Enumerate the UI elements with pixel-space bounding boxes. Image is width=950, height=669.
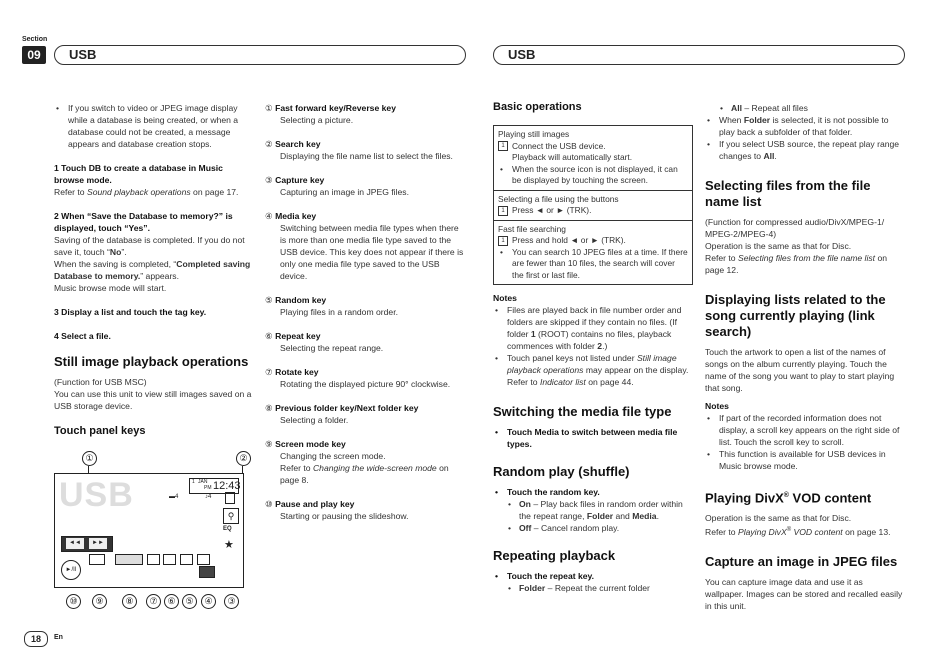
callout-2: ②: [236, 451, 251, 466]
repeat-all: • All – Repeat all files: [719, 102, 903, 114]
still-image-text-2: You can use this unit to view still images saved on a USB storage device.: [54, 389, 252, 411]
screen-frame: [54, 473, 244, 588]
column-2: [265, 102, 465, 522]
switching-heading: Switching the media file type: [493, 404, 672, 419]
table-row: Playing still images 1 Connect the USB device. Playback will automatically start. • When the source icon is not displayed, it can be displayed by touching the screen.: [494, 126, 692, 191]
switching-step: • Touch Media to switch between media file types.: [493, 426, 693, 450]
note-link-2: • This function is available for USB devices in Music browse mode.: [705, 448, 903, 472]
note-1: • Files are played back in file number order and folders are skipped if they contain no files. (If folder 1 (ROOT) contains no files, playback commences with folder 2.): [493, 304, 693, 352]
step-1-ref: Refer to Sound playback operations on page 17.: [54, 187, 239, 197]
header-right: [493, 45, 905, 65]
notes-heading: Notes: [493, 293, 517, 303]
key-item-9: ⑨ Screen mode key Changing the screen mode. Refer to Changing the wide-screen mode on page 8.: [265, 439, 449, 485]
step-2-text-1: Saving of the database is completed. If you do not save it, touch “No”.: [54, 235, 245, 257]
capture-key[interactable]: [199, 566, 215, 578]
capture-text: You can capture image data and use it as wallpaper. Images can be stored and recalled easily in this unit.: [705, 577, 903, 612]
callout-6: ⑥: [164, 594, 179, 609]
reverse-icon: ◄◄: [66, 538, 84, 549]
folder-key[interactable]: [115, 554, 143, 565]
clock-box: 1 JAN PM 12:43: [189, 478, 239, 494]
count-b: ♪4: [205, 494, 212, 500]
pause-play-key[interactable]: [61, 560, 81, 580]
column-3-lower: [493, 292, 693, 594]
divx-ref: Refer to Playing DivX® VOD content on page 13.: [705, 527, 891, 538]
callout-9: ⑨: [92, 594, 107, 609]
step-3-title: 3 Display a list and touch the tag key.: [54, 307, 207, 317]
favorite-star-icon: ★: [224, 539, 234, 551]
repeat-folder: • Folder – Repeat the current folder: [507, 582, 693, 594]
play-pause-icon: ►/II: [65, 567, 77, 573]
search-key[interactable]: [223, 508, 239, 524]
callout-10: ⑩: [66, 594, 81, 609]
table-row: Fast file searching 1 Press and hold ◄ or ► (TRK). • You can search 10 JPEG files at a time. If there are fewer than 10 files, the search will cover the first or last file.: [494, 221, 692, 285]
column-4: [705, 102, 903, 612]
callout-7: ⑦: [146, 594, 161, 609]
media-key[interactable]: [197, 554, 210, 565]
forward-icon: ►►: [89, 538, 107, 549]
key-item-2: ② Search key Displaying the file name list to select the files.: [265, 139, 453, 161]
clock-time: 12:43: [213, 480, 241, 492]
intro-bullet: • If you switch to video or JPEG image display while a database is being created, or when a database could not be created, a message appears and database creation stops.: [54, 102, 252, 150]
table-row: Selecting a file using the buttons 1 Press ◄ or ► (TRK).: [494, 191, 692, 221]
still-image-text-1: (Function for USB MSC): [54, 377, 147, 387]
key-item-4: ④ Media key Switching between media file types when there is more than one media file type saved to the USB device. This key does not appear if there is only one media file type saved to the USB device.: [265, 211, 464, 281]
random-key[interactable]: [180, 554, 193, 565]
header-right-title: USB: [508, 47, 536, 62]
key-item-3: ③ Capture key Capturing an image in JPEG files.: [265, 175, 409, 197]
random-off: • Off – Cancel random play.: [507, 522, 693, 534]
column-3: [493, 100, 693, 114]
key-item-10: ⑩ Pause and play key Starting or pausing the slideshow.: [265, 499, 409, 521]
basic-operations-heading: Basic operations: [493, 101, 582, 113]
rotate-key[interactable]: [147, 554, 160, 565]
repeat-step: • Touch the repeat key.: [493, 570, 693, 582]
step-2-text-2: When the saving is completed, “Completed saving Database to memory.” appears.: [54, 259, 251, 281]
selecting-files-ref: Refer to Selecting files from the file name list on page 12.: [705, 253, 888, 275]
touch-panel-heading: Touch panel keys: [54, 425, 146, 437]
selecting-files-text-1: (Function for compressed audio/DivX/MPEG-1/ MPEG-2/MPEG-4): [705, 217, 885, 239]
repeat-key[interactable]: [163, 554, 176, 565]
usb-bullet: • If you select USB source, the repeat play range changes to All.: [705, 138, 903, 162]
note-2: • Touch panel keys not listed under Still image playback operations may appear on the display.: [493, 352, 693, 376]
random-on: • On – Play back files in random order within the repeat range, Folder and Media.: [507, 498, 693, 522]
section-label: Section: [22, 36, 48, 43]
screen-mode-key[interactable]: [89, 554, 105, 565]
key-item-5: ⑤ Random key Playing files in a random order.: [265, 295, 398, 317]
note-link-1: • If part of the recorded information does not display, a scroll key appears on the right side of list. Touch the scroll key to scroll.: [705, 412, 903, 448]
page-number: 18: [24, 631, 48, 647]
callout-1: ①: [82, 451, 97, 466]
step-2-text-3: Music browse mode will start.: [54, 283, 167, 293]
notes-heading-2: Notes: [705, 401, 729, 411]
language-label: En: [54, 634, 63, 641]
header-left: [54, 45, 466, 65]
key-item-8: ⑧ Previous folder key/Next folder key Selecting a folder.: [265, 403, 419, 425]
folder-bullet: • When Folder is selected, it is not possible to play back a subfolder of that folder.: [705, 114, 903, 138]
key-item-7: ⑦ Rotate key Rotating the displayed picture 90° clockwise.: [265, 367, 451, 389]
selecting-files-heading: Selecting files from the file name list: [705, 178, 871, 209]
search-icon: ⚲: [227, 511, 235, 521]
displaying-lists-text: Touch the artwork to open a list of the names of songs on the album currently playing. Touch the name of the song you want to play to start playing that song.: [705, 347, 895, 393]
callout-8: ⑧: [122, 594, 137, 609]
step-4-title: 4 Select a file.: [54, 331, 111, 341]
column-1: [54, 102, 252, 438]
note-2-ref: Refer to Indicator list on page 44.: [507, 377, 634, 387]
random-step: • Touch the random key.: [493, 486, 693, 498]
divx-text: Operation is the same as that for Disc.: [705, 513, 852, 524]
device-icon: [225, 492, 235, 504]
fast-forward-reverse-key[interactable]: [61, 536, 113, 552]
selecting-files-text-2: Operation is the same as that for Disc.: [705, 241, 852, 251]
usb-logo: USB: [59, 476, 134, 514]
step-2-title: 2 When “Save the Database to memory?” is displayed, touch “Yes”.: [54, 211, 233, 233]
callout-4: ④: [201, 594, 216, 609]
divx-heading: Playing DivX® VOD content: [705, 490, 872, 506]
basic-operations-table: [493, 125, 693, 285]
count-a: ▬4: [169, 494, 179, 500]
displaying-lists-heading: Displaying lists related to the song currently playing (link search): [705, 292, 886, 339]
capture-heading: Capture an image in JPEG files: [705, 554, 898, 570]
callout-5: ⑤: [182, 594, 197, 609]
section-number: 09: [22, 46, 46, 64]
repeating-heading: Repeating playback: [493, 548, 616, 563]
still-image-heading: Still image playback operations: [54, 354, 249, 369]
random-heading: Random play (shuffle): [493, 464, 630, 479]
key-item-6: ⑥ Repeat key Selecting the repeat range.: [265, 331, 384, 353]
step-1-title: 1 Touch DB to create a database in Music browse mode.: [54, 163, 223, 185]
screen-illustration: [54, 448, 254, 618]
header-left-title: USB: [69, 47, 97, 62]
key-item-1: ① Fast forward key/Reverse key Selecting a picture.: [265, 103, 396, 125]
callout-3: ③: [224, 594, 239, 609]
eq-icon: EQ: [223, 526, 232, 532]
